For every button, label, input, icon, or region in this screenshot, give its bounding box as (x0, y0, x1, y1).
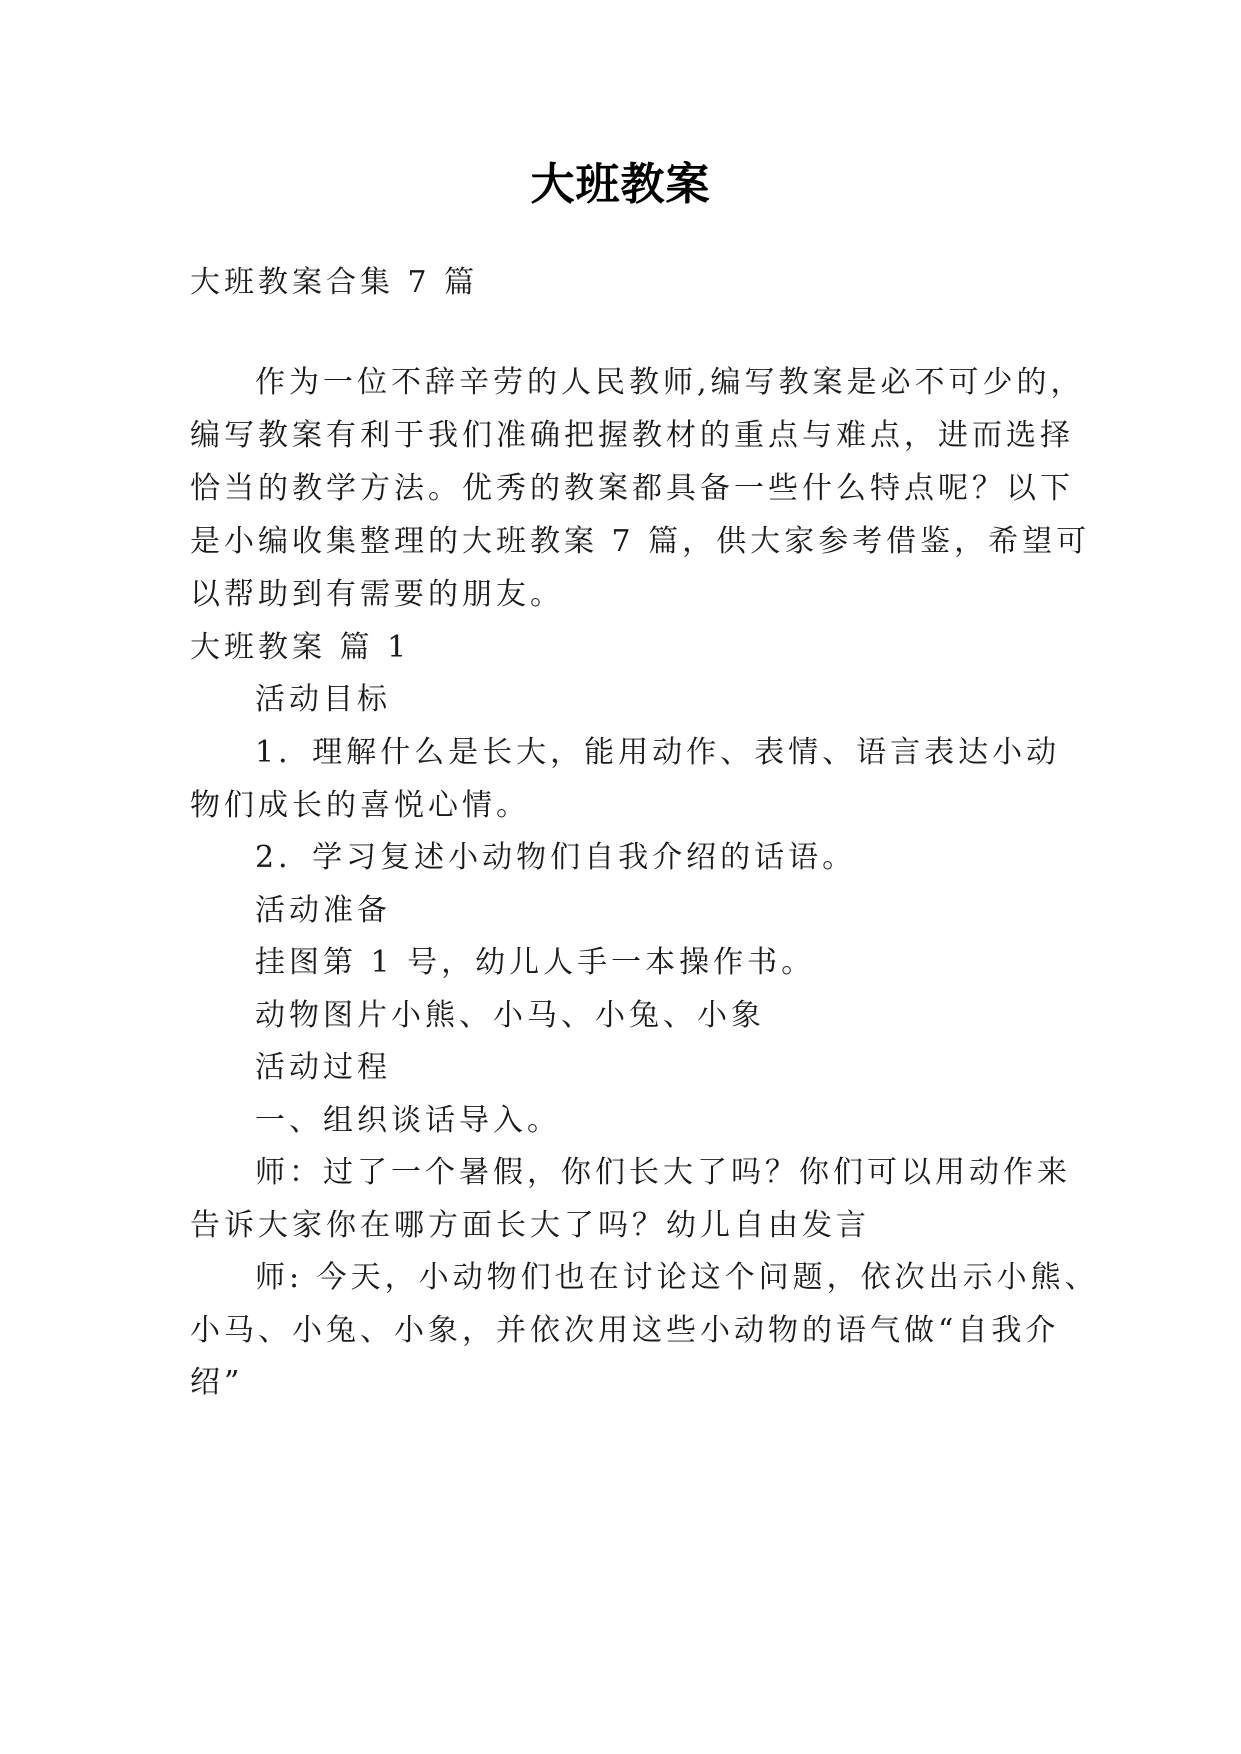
paragraph-line: 挂图第 1 号，幼儿人手一本操作书。 (255, 945, 816, 980)
paragraph-line: 动物图片小熊、小马、小兔、小象 (255, 998, 765, 1033)
paragraph-line: 师：过了一个暑假，你们长大了吗？你们可以用动作来 (255, 1155, 1071, 1190)
section-heading: 大班教案 篇 1 (190, 630, 411, 665)
paragraph-line: 告诉大家你在哪方面长大了吗？幼儿自由发言 (190, 1208, 870, 1243)
paragraph-line: 恰当的教学方法。优秀的教案都具备一些什么特点呢？以下 (190, 471, 1074, 506)
paragraph-line: 以帮助到有需要的朋友。 (190, 577, 564, 612)
subsection-heading: 活动准备 (255, 893, 391, 928)
paragraph-line: 是小编收集整理的大班教案 7 篇，供大家参考借鉴，希望可 (190, 524, 1091, 559)
paragraph-line: 作为一位不辞辛劳的人民教师,编写教案是必不可少的， (255, 365, 1085, 400)
paragraph-line: 一、组织谈话导入。 (255, 1103, 561, 1138)
subsection-heading: 活动过程 (255, 1050, 391, 1085)
paragraph-line: 绍” (190, 1365, 244, 1400)
document-title: 大班教案 (530, 159, 711, 210)
paragraph-line: 编写教案有利于我们准确把握教材的重点与难点，进而选择 (190, 418, 1074, 453)
paragraph-line: 2．学习复述小动物们自我介绍的话语。 (255, 840, 857, 875)
document-subtitle: 大班教案合集 7 篇 (190, 265, 479, 300)
paragraph-line: 小马、小兔、小象，并依次用这些小动物的语气做“自我介 (190, 1313, 1060, 1348)
paragraph-line: 师: 今天，小动物们也在讨论这个问题，依次出示小熊、 (255, 1260, 1099, 1295)
subsection-heading: 活动目标 (255, 682, 391, 717)
paragraph-line: 1．理解什么是长大，能用动作、表情、语言表达小动 (255, 735, 1061, 770)
paragraph-line: 物们成长的喜悦心情。 (190, 788, 530, 823)
